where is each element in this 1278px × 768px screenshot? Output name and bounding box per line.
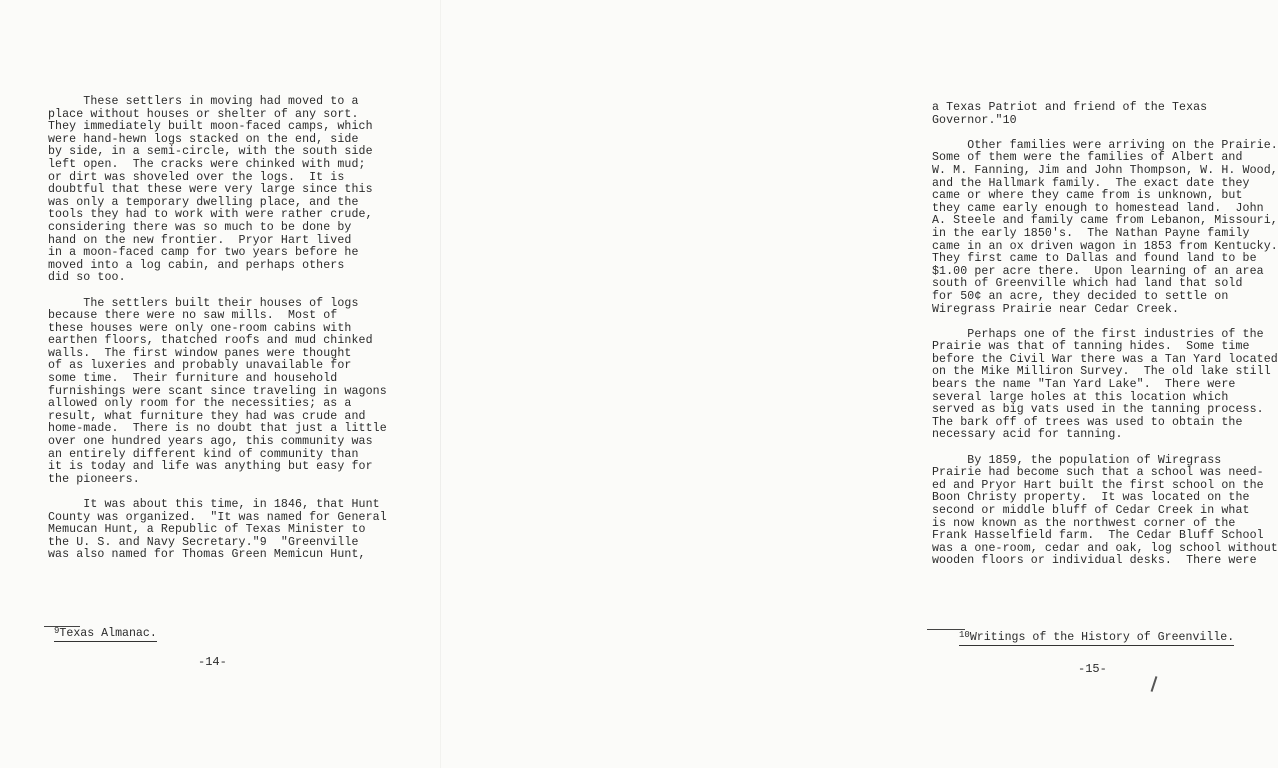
right-text-line: Wiregrass Prairie near Cedar Creek. xyxy=(932,302,1180,316)
right-page-body xyxy=(932,102,1278,568)
footnote-text-left: Texas Almanac. xyxy=(59,627,157,640)
left-text-line: moved into a log cabin, and perhaps others xyxy=(48,258,345,272)
left-text-line: The settlers built their houses of logs xyxy=(48,296,359,310)
right-text-line: ed and Pryor Hart built the first school on the xyxy=(932,478,1264,492)
left-text-line: furnishings were scant since traveling in wagons xyxy=(48,384,387,398)
left-text-line: in a moon-faced camp for two years before he xyxy=(48,246,359,260)
left-text-line: tools they had to work with were rather crude, xyxy=(48,208,373,222)
left-text-line: was also named for Thomas Green Memicun Hunt, xyxy=(48,548,366,562)
left-text-line: because there were no saw mills. Most of xyxy=(48,309,338,323)
left-text-line: These settlers in moving had moved to a xyxy=(48,95,359,108)
right-text-line: before the Civil War there was a Tan Yard located xyxy=(932,352,1278,366)
right-text-line: Prairie was that of tanning hides. Some time xyxy=(932,340,1250,354)
left-text-line: result, what furniture they had was crude and xyxy=(48,409,366,423)
left-text-line: an entirely different kind of community than xyxy=(48,447,359,461)
left-text-line: Memucan Hunt, a Republic of Texas Minister to xyxy=(48,523,366,537)
left-text-line: left open. The cracks were chinked with mud; xyxy=(48,157,366,171)
right-text-line: second or middle bluff of Cedar Creek in what xyxy=(932,504,1250,517)
left-text-line: by side, in a semi-circle, with the south side xyxy=(48,145,373,159)
left-text-line: did so too. xyxy=(48,271,126,285)
right-text-line xyxy=(932,127,1278,140)
right-text-line: wooden floors or individual desks. There were xyxy=(932,554,1257,568)
left-text-line: County was organized. "It was named for General xyxy=(48,510,387,524)
right-text-line: on the Mike Milliron Survey. The old lake still xyxy=(932,365,1271,379)
left-text-line: of as luxeries and probably unavailable for xyxy=(48,359,352,373)
right-text-line: Boon Christy property. It was located on the xyxy=(932,491,1250,505)
right-text-line: was a one-room, cedar and oak, log school without xyxy=(932,541,1278,555)
page-number-left: -14- xyxy=(198,655,227,669)
right-text-line: Governor."10 xyxy=(932,113,1017,127)
right-text-line: came in an ox driven wagon in 1853 from Kentucky. xyxy=(932,239,1278,253)
right-text-line: south of Greenville which had land that sold xyxy=(932,277,1243,291)
right-page xyxy=(440,0,1278,768)
left-text-line: home-made. There is no doubt that just a little xyxy=(48,422,387,436)
left-page xyxy=(0,0,440,768)
left-text-line: were hand-hewn logs stacked on the end, side xyxy=(48,132,359,146)
left-text-line: place without houses or shelter of any sort. xyxy=(48,107,359,121)
left-text-line: or dirt was shoveled over the logs. It is xyxy=(48,170,345,184)
left-text-line: doubtful that these were very large since this xyxy=(48,183,373,197)
footnote-number-left: 9 xyxy=(54,626,60,636)
right-text-line: By 1859, the population of Wiregrass xyxy=(932,453,1222,467)
right-text-line: Other families were arriving on the Prairie. xyxy=(932,138,1278,152)
right-text-line: and the Hallmark family. The exact date they xyxy=(932,176,1250,190)
footnote-right xyxy=(959,630,1234,646)
left-text-line: allowed only room for the necessities; as a xyxy=(48,397,352,411)
left-text-line: It was about this time, in 1846, that Hunt xyxy=(48,498,380,511)
right-text-line: served as big vats used in the tanning process. xyxy=(932,403,1264,417)
footnote-left xyxy=(54,626,157,642)
left-page-body xyxy=(48,96,387,562)
left-text-line: it is today and life was anything but easy for xyxy=(48,460,373,474)
left-text-line: considering there was so much to be done by xyxy=(48,220,352,234)
left-text-line: hand on the new frontier. Pryor Hart lived xyxy=(48,233,352,247)
right-text-line: Some of them were the families of Albert and xyxy=(932,151,1243,165)
right-text-line: A. Steele and family came from Lebanon, Missouri, xyxy=(932,214,1278,228)
page-number-right: -15- xyxy=(1078,662,1107,676)
left-text-line: was only a temporary dwelling place, and the xyxy=(48,195,359,209)
left-text-line: some time. Their furniture and household xyxy=(48,372,338,386)
right-text-line: they came early enough to homestead land. John xyxy=(932,201,1264,215)
right-text-line: Prairie had become such that a school was need- xyxy=(932,466,1264,480)
right-text-line: The bark off of trees was used to obtain the xyxy=(932,415,1243,429)
left-text-line: earthen floors, thatched roofs and mud chinked xyxy=(48,334,373,348)
footnote-text-right: Writings of the History of Greenville. xyxy=(969,631,1235,644)
right-text-line: a Texas Patriot and friend of the Texas xyxy=(932,101,1208,114)
right-text-line: Frank Hasselfield farm. The Cedar Bluff School xyxy=(932,529,1264,543)
right-text-line: several large holes at this location which xyxy=(932,390,1229,404)
right-text-line: is now known as the northwest corner of the xyxy=(932,516,1236,530)
right-text-line: for 50¢ an acre, they decided to settle on xyxy=(932,289,1229,303)
right-text-line: bears the name "Tan Yard Lake". There were xyxy=(932,378,1236,392)
right-text-line: Perhaps one of the first industries of the xyxy=(932,327,1264,341)
right-text-line: W. M. Fanning, Jim and John Thompson, W. H. Wood, xyxy=(932,163,1278,177)
footnote-number-right: 10 xyxy=(959,630,970,640)
left-text-line: walls. The first window panes were thought xyxy=(48,346,352,360)
right-text-line xyxy=(932,442,1278,455)
right-text-line: came or where they came from is unknown, but xyxy=(932,189,1243,203)
left-text-line: over one hundred years ago, this community was xyxy=(48,435,373,449)
right-text-line: $1.00 per acre there. Upon learning of an area xyxy=(932,264,1264,278)
left-text-line: the U. S. and Navy Secretary."9 "Greenville xyxy=(48,535,359,549)
left-text-line xyxy=(48,285,387,298)
left-text-line: these houses were only one-room cabins with xyxy=(48,321,352,335)
right-text-line: necessary acid for tanning. xyxy=(932,428,1123,442)
right-text-line: They first came to Dallas and found land to be xyxy=(932,252,1257,266)
right-text-line xyxy=(932,316,1278,329)
right-text-line: in the early 1850's. The Nathan Payne family xyxy=(932,226,1250,240)
left-text-line: They immediately built moon-faced camps, which xyxy=(48,120,373,134)
pen-mark xyxy=(1151,676,1158,692)
left-text-line: the pioneers. xyxy=(48,472,140,486)
